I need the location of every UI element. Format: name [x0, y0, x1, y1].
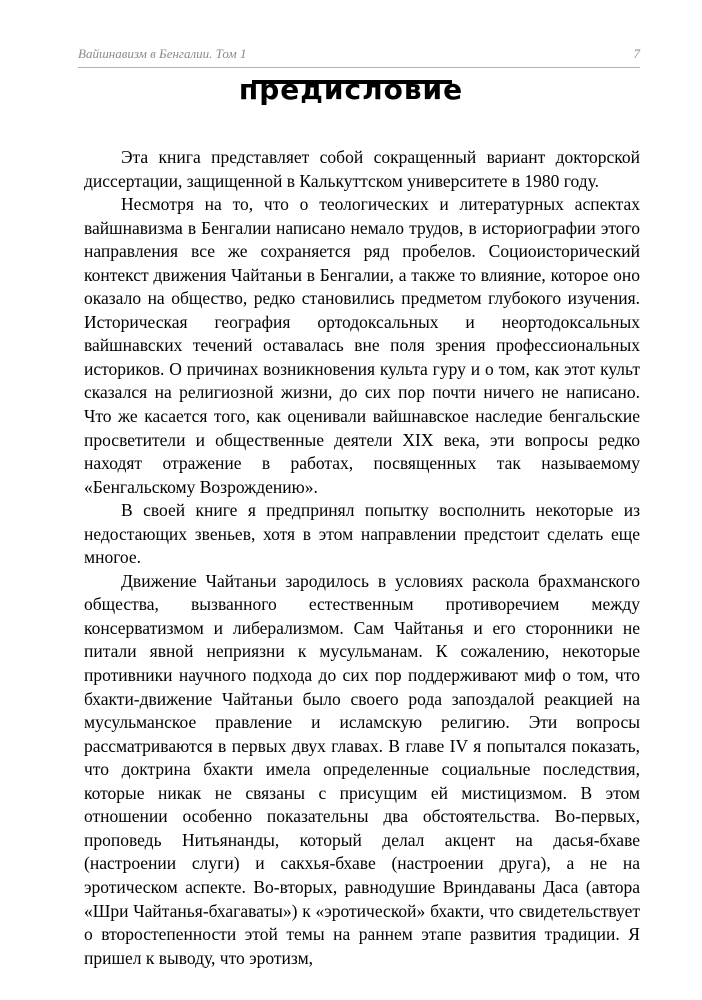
body-text [84, 146, 640, 970]
paragraph: Эта книга представляет собой сокращенный вариант докторской диссертации, защищенной в Калькуттском университете в 1980 году. [84, 147, 640, 191]
header-divider [78, 67, 640, 68]
running-header-title: Вайшнавизм в Бенгалии. Том 1 [78, 46, 247, 61]
page-number: 7 [633, 46, 640, 61]
chapter-title: предисловие [238, 73, 464, 106]
paragraph: Несмотря на то, что о теологических и литературных аспектах вайшнавизма в Бенгалии написано немало трудов, в историографии этого направления все же сохраняется ряд пробелов. Социоисторический контекст движения Чайтаньи в Бенгалии, а также то влияние, которое оно оказало на общество, редко становились предметом глубокого изучения. Историческая география ортодоксальных и неортодоксальных вайшнавских течений оставалась вне поля зрения профессиональных историков. О причинах возникновения культа гуру и о том, как этот культ сказался на религиозной жизни, до сих пор почти ничего не написано. Что же касается того, как оценивали вайшнавское наследие бенгальские просветители и общественные деятели XIX века, эти вопросы редко находят отражение в работах, посвященных так называемому «Бенгальскому Возрождению». [84, 194, 640, 497]
paragraph: Движение Чайтаньи зародилось в условиях раскола брахманского общества, вызванного естественным противоречием между консерватизмом и либерализмом. Сам Чайтанья и его сторонники не питали явной неприязни к мусульманам. К сожалению, некоторые противники научного подхода до сих пор поддерживают миф о том, что бхакти-движение Чайтаньи было своего рода запоздалой реакцией на мусульманское правление и исламскую религию. Эти вопросы рассматриваются в первых двух главах. В главе IV я попытался показать, что доктрина бхакти имела определенные социальные последствия, которые никак не связаны с присущим ей мистицизмом. В этом отношении особенно показательны два обстоятельства. Во-первых, проповедь Нитьянанды, который делал акцент на дасья-бхаве (настроении слуги) и сакхья-бхаве (настроении друга), а не на эротическом аспекте. Во-вторых, равнодушие Вриндаваны Даса (автора «Шри Чайтанья-бхагаваты») к «эротической» бхакти, что свидетельствует о второстепенности этой темы на раннем этапе развития традиции. Я пришел к выводу, что эротизм, [84, 570, 640, 968]
paragraph: В своей книге я предпринял попытку восполнить некоторые из недостающих звеньев, хотя в этом направлении предстоит сделать еще многое. [84, 500, 640, 568]
